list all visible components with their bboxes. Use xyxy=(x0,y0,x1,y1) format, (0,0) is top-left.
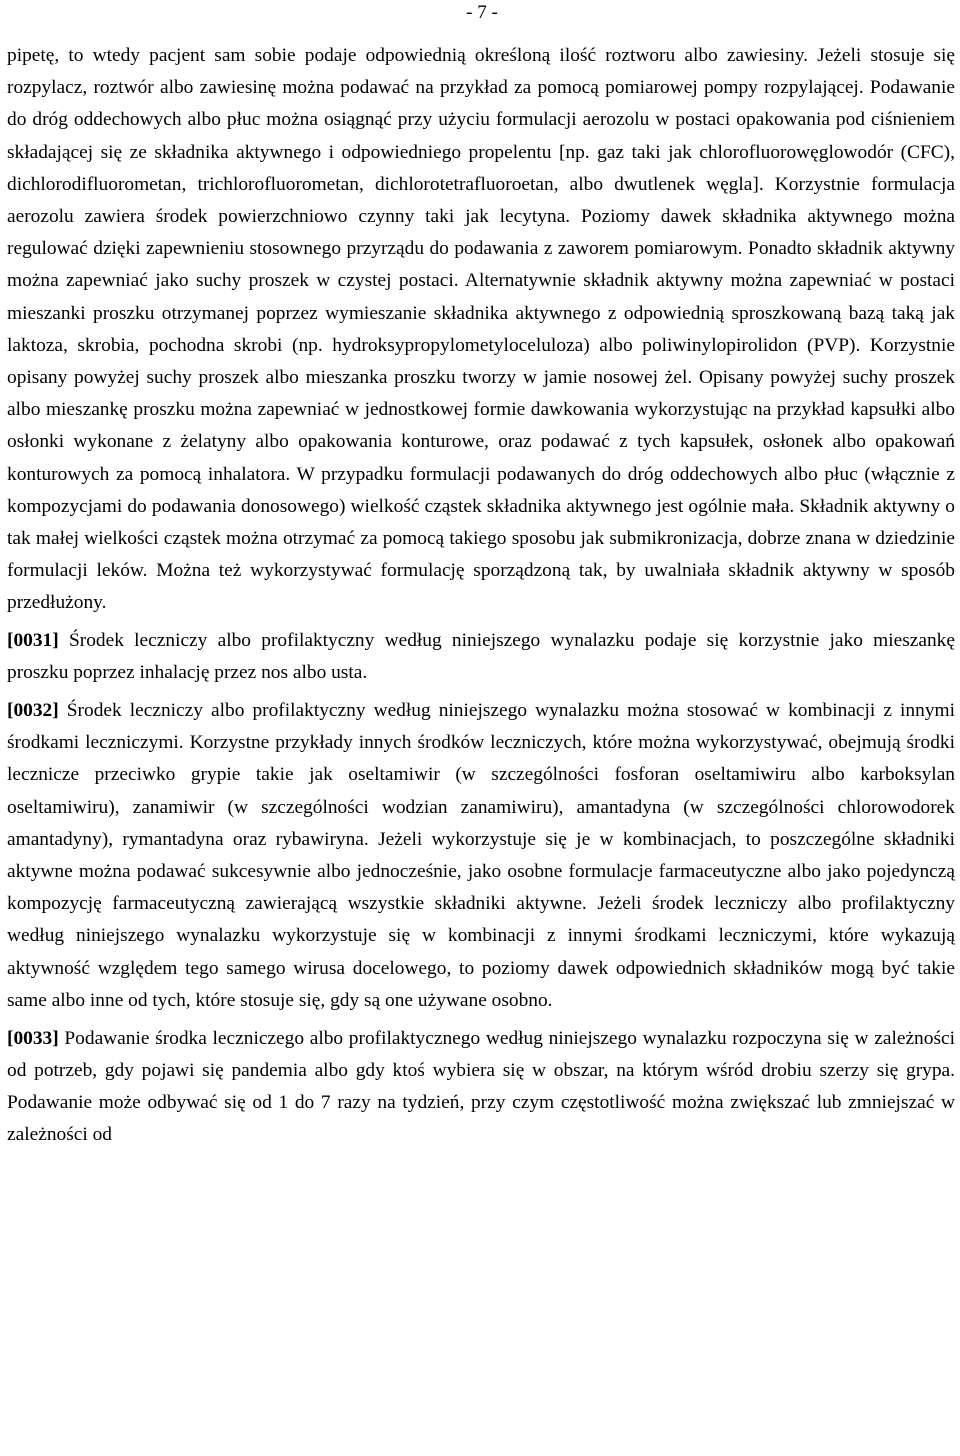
paragraph-continuation xyxy=(7,40,955,620)
paragraph-text: Podawanie środka leczniczego albo profilaktycznego według niniejszego wynalazku rozpoczyna się w zależności od potrzeb, gdy pojawi się pandemia albo gdy ktoś wybiera się w obszar, na którym wśród drobiu szerzy się grypa. Podawanie może odbywać się od 1 do 7 razy na tydzień, przy czym częstotliwość można zwiększać lub zmniejszać w zależności od xyxy=(7,1027,955,1146)
page-number xyxy=(0,1,960,25)
paragraph-text: Środek leczniczy albo profilaktyczny według niniejszego wynalazku można stosować w kombinacji z innymi środkami leczniczymi. Korzystne przykłady innych środków leczniczych, które można wykorzystywać, obejmują środki lecznicze przeciwko grypie takie jak oseltamiwir (w szczególności fosforan oseltamiwiru albo karboksylan oseltamiwiru), zanamiwir (w szczególności wodzian zanamiwiru), amantadyna (w szczególności chlorowodorek amantadyny), rymantadyna oraz rybawiryna. Jeżeli wykorzystuje się je w kombinacjach, to poszczególne składniki aktywne można podawać sukcesywnie albo jednocześnie, jako osobne formulacje farmaceutyczne albo jako pojedynczą kompozycję farmaceutyczną zawierającą wszystkie składniki aktywne. Jeżeli środek leczniczy albo profilaktyczny według niniejszego wynalazku wykorzystuje się w kombinacji z innymi środkami leczniczymi, które wykazują aktywność względem tego samego wirusa docelowego, to poziomy dawek odpowiednich składników mogą być takie same albo inne od tych, które stosuje się, gdy są one używane osobno. xyxy=(7,700,955,1011)
paragraph-0032 xyxy=(7,695,955,1017)
paragraph-number: [0032] xyxy=(7,700,59,722)
paragraph-0033 xyxy=(7,1023,955,1152)
paragraph-0031 xyxy=(7,625,955,689)
paragraph-number: [0033] xyxy=(7,1027,59,1049)
page-number-text: - 7 - xyxy=(466,2,498,23)
paragraph-text: Środek leczniczy albo profilaktyczny według niniejszego wynalazku podaje się korzystnie jako mieszankę proszku poprzez inhalację przez nos albo usta. xyxy=(7,630,955,684)
paragraph-text: pipetę, to wtedy pacjent sam sobie podaje odpowiednią określoną ilość roztworu albo zawiesiny. Jeżeli stosuje się rozpylacz, roztwór albo zawiesinę można podawać na przykład za pomocą pomiarowej pompy rozpylającej. Podawanie do dróg oddechowych albo płuc można osiągnąć przy użyciu formulacji aerozolu w postaci opakowania pod ciśnieniem składającej się ze składnika aktywnego i odpowiedniego propelentu [np. gaz taki jak chlorofluorowęglowodór (CFC), dichlorodifluorometan, trichlorofluorometan, dichlorotetrafluoroetan, albo dwutlenek węgla]. Korzystnie formulacja aerozolu zawiera środek powierzchniowo czynny taki jak lecytyna. Poziomy dawek składnika aktywnego można regulować dzięki zapewnieniu stosownego przyrządu do podawania z zaworem pomiarowym. Ponadto składnik aktywny można zapewniać jako suchy proszek w czystej postaci. Alternatywnie składnik aktywny można zapewniać w postaci mieszanki proszku otrzymanej poprzez wymieszanie składnika aktywnego z odpowiednią sproszkowaną bazą taką jak laktoza, skrobia, pochodna skrobi (np. hydroksypropylometyloceluloza) albo poliwinylopirolidon (PVP). Korzystnie opisany powyżej suchy proszek albo mieszanka proszku tworzy w jamie nosowej żel. Opisany powyżej suchy proszek albo mieszankę proszku można zapewniać w jednostkowej formie dawkowania wykorzystując na przykład kapsułki albo osłonki wykonane z żelatyny albo opakowania konturowe, oraz podawać z tych kapsułek, osłonek albo opakowań konturowych za pomocą inhalatora. W przypadku formulacji podawanych do dróg oddechowych albo płuc (włącznie z kompozycjami do podawania donosowego) wielkość cząstek składnika aktywnego jest ogólnie mała. Składnik aktywny o tak małej wielkości cząstek można otrzymać za pomocą takiego sposobu jak submikronizacja, dobrze znana w dziedzinie formulacji leków. Można też wykorzystywać formulację sporządzoną tak, by uwalniała składnik aktywny w sposób przedłużony. xyxy=(7,45,955,614)
paragraph-number: [0031] xyxy=(7,630,59,652)
document-body xyxy=(7,40,955,1151)
